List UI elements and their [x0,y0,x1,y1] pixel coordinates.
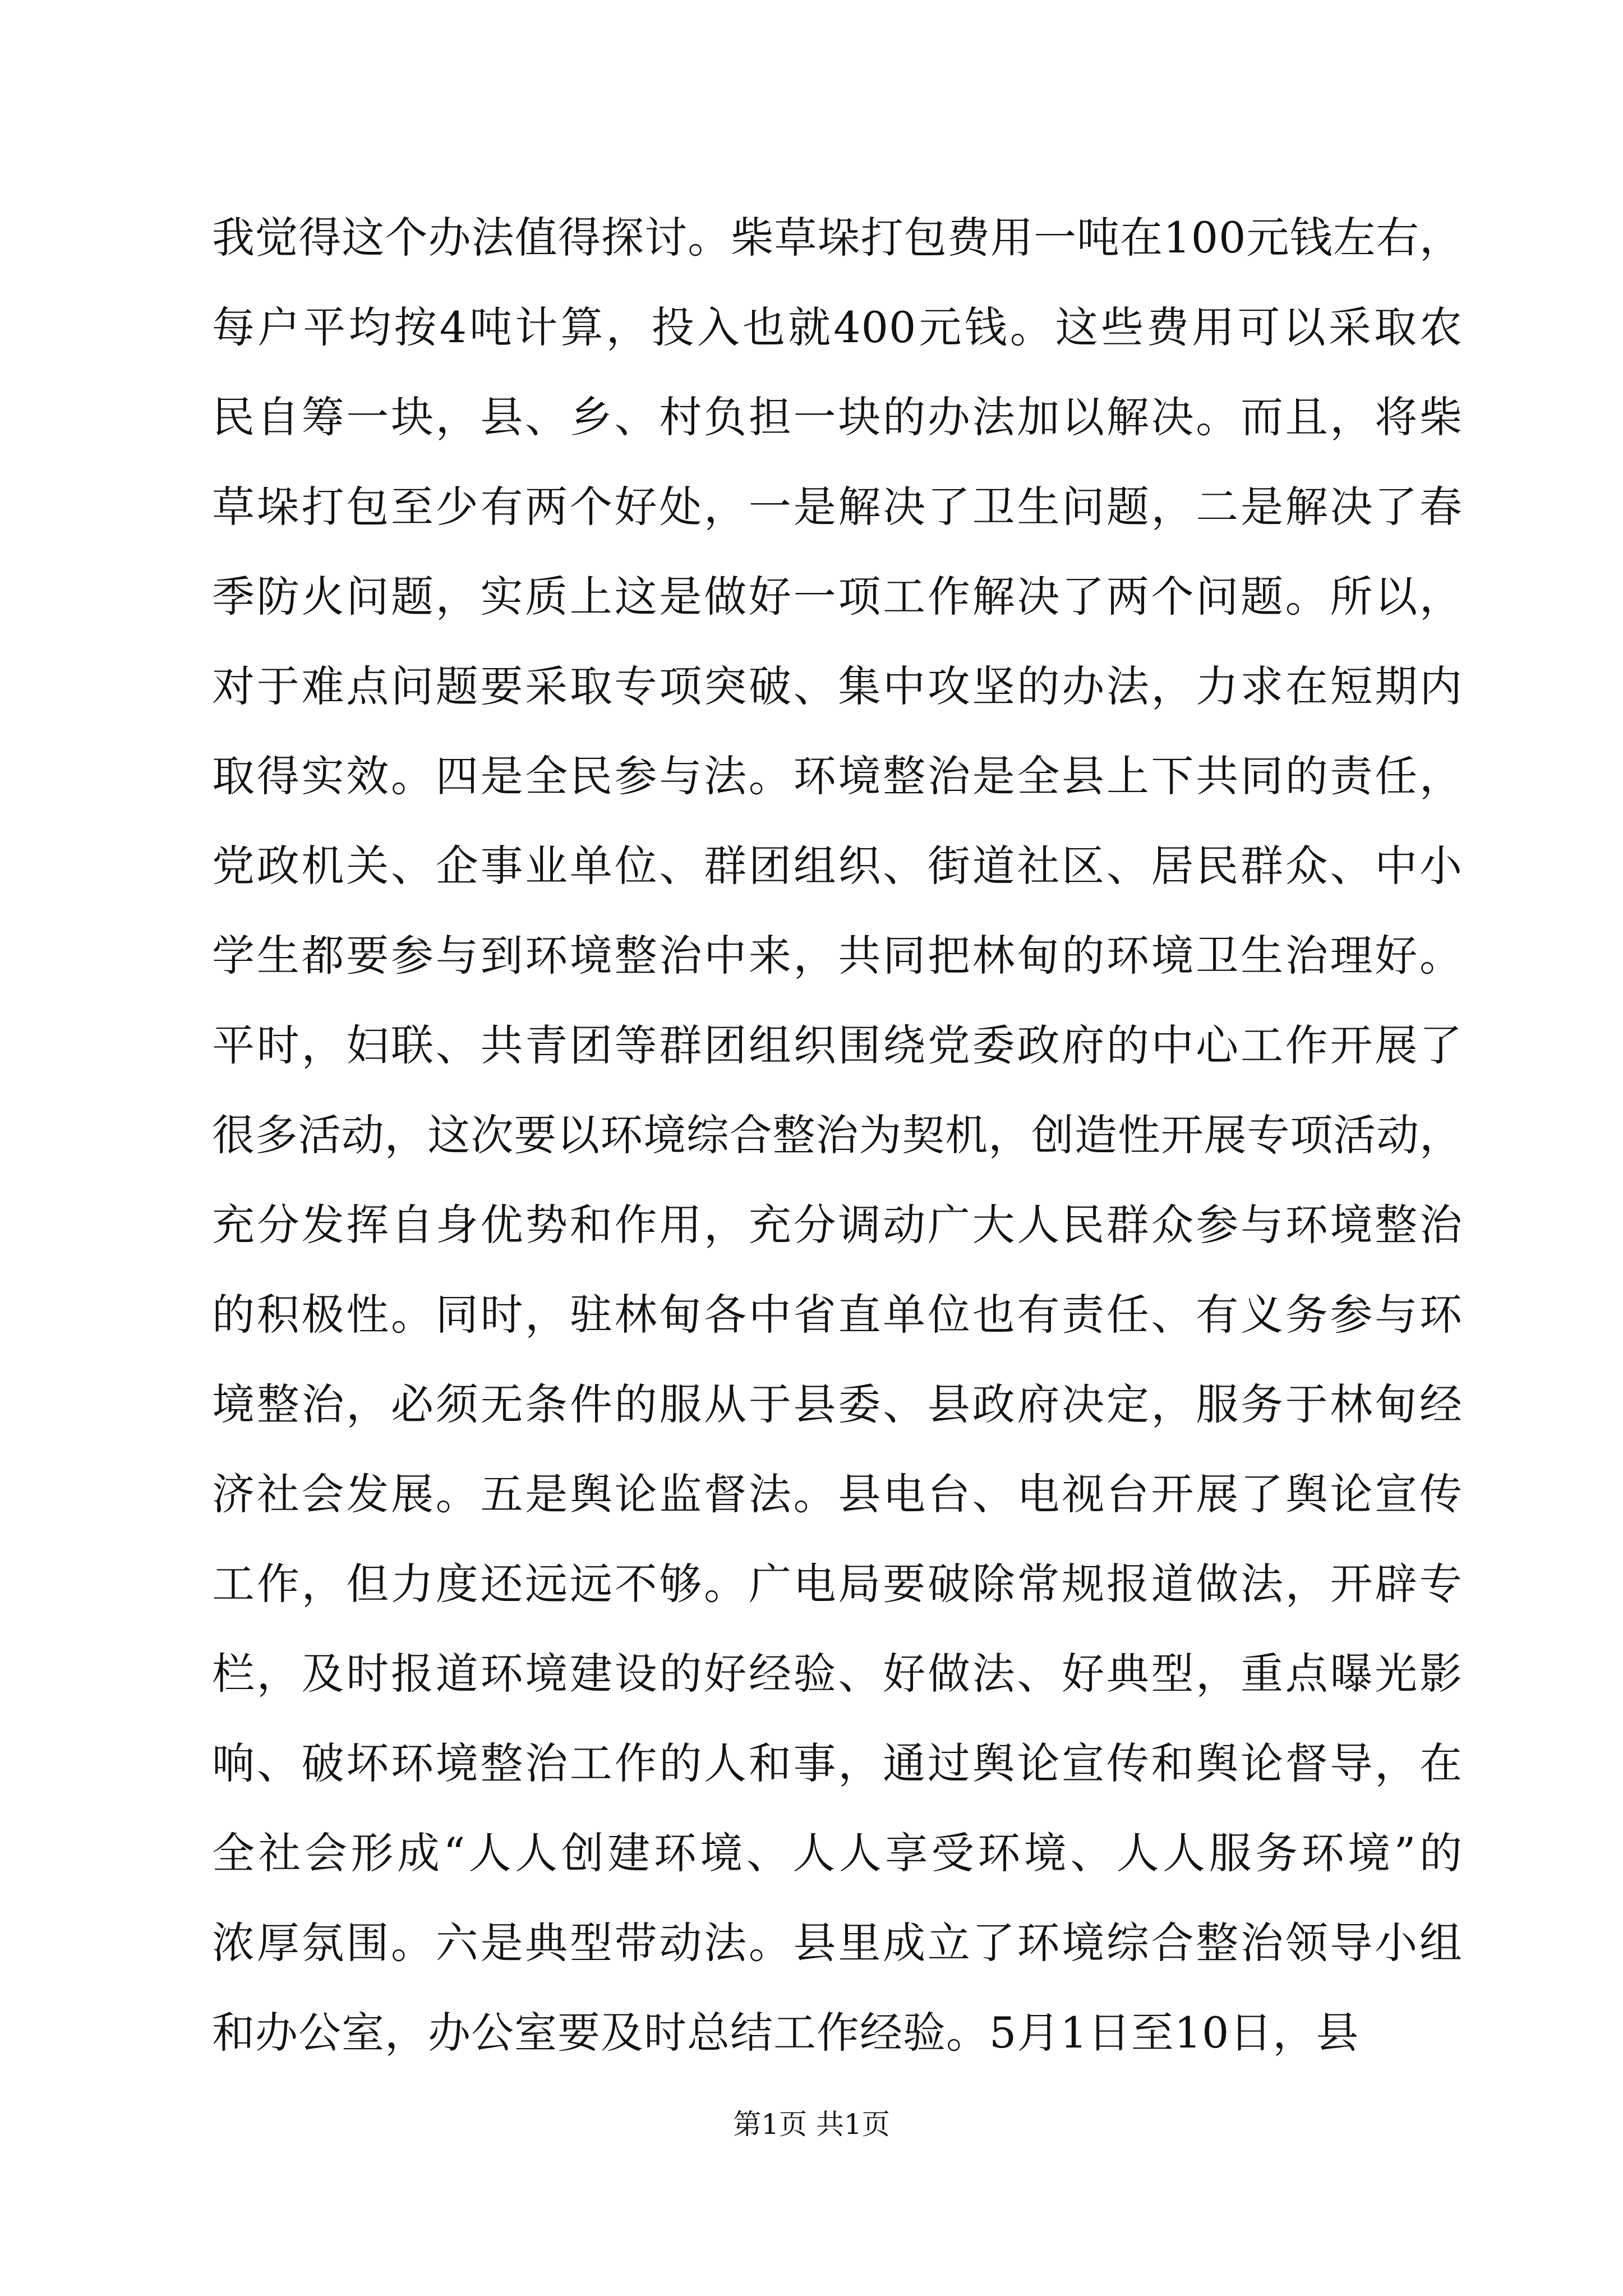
text-line: 和办公室，办公室要及时总结工作经验。5月1日至10日，县 [212,2008,1359,2058]
text-line: 的积极性。同时，驻林甸各中省直单位也有责任、有义务参与环 [212,1290,1463,1340]
text-line: 浓厚氛围。六是典型带动法。县里成立了环境综合整治领导小组 [212,1918,1463,1968]
text-line: 对于难点问题要采取专项突破、集中攻坚的办法，力求在短期内 [212,661,1463,711]
text-line: 境整治，必须无条件的服从于县委、县政府决定，服务于林甸经 [212,1379,1463,1429]
text-line: 我觉得这个办法值得探讨。柴草垛打包费用一吨在100元钱左右， [212,213,1463,263]
text-line: 季防火问题，实质上这是做好一项工作解决了两个问题。所以， [212,572,1463,622]
body-text [212,193,1463,2078]
text-line: 充分发挥自身优势和作用，充分调动广大人民群众参与环境整治 [212,1200,1463,1250]
text-line: 全社会形成“人人创建环境、人人享受环境、人人服务环境”的 [212,1828,1463,1878]
text-line: 平时，妇联、共青团等群团组织围绕党委政府的中心工作开展了 [212,1020,1463,1070]
text-line: 工作，但力度还远远不够。广电局要破除常规报道做法，开辟专 [212,1559,1463,1609]
text-line: 党政机关、企事业单位、群团组织、街道社区、居民群众、中小 [212,841,1463,891]
text-line: 取得实效。四是全民参与法。环境整治是全县上下共同的责任， [212,751,1463,801]
text-line: 济社会发展。五是舆论监督法。县电台、电视台开展了舆论宣传 [212,1469,1463,1519]
text-line: 每户平均按4吨计算，投入也就400元钱。这些费用可以采取农 [212,302,1463,352]
text-line: 学生都要参与到环境整治中来，共同把林甸的环境卫生治理好。 [212,931,1463,981]
text-line: 很多活动，这次要以环境综合整治为契机，创造性开展专项活动， [212,1111,1463,1160]
text-line: 民自筹一块，县、乡、村负担一块的办法加以解决。而且，将柴 [212,392,1463,442]
page-footer: 第1页 共1页 [733,2108,890,2141]
text-line: 栏，及时报道环境建设的好经验、好做法、好典型，重点曝光影 [212,1649,1463,1699]
text-line: 草垛打包至少有两个好处，一是解决了卫生问题，二是解决了春 [212,482,1463,532]
text-line: 响、破坏环境整治工作的人和事，通过舆论宣传和舆论督导，在 [212,1738,1463,1788]
